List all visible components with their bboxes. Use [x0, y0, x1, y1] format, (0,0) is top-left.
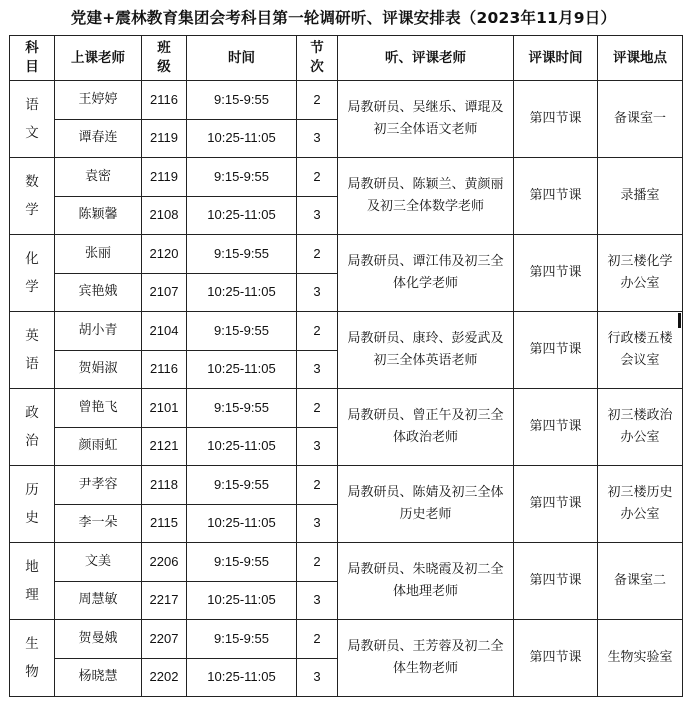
subject-char: 治	[25, 433, 39, 449]
subject-char: 地	[25, 559, 39, 575]
teacher-cell: 曾艳飞	[55, 389, 142, 428]
table-row	[10, 466, 683, 505]
listeners-cell: 局教研员、朱晓霞及初二全体地理老师	[338, 543, 514, 620]
eval-time-cell: 第四节课	[514, 158, 598, 235]
subject-char: 数	[25, 174, 39, 190]
period-cell: 2	[297, 81, 338, 120]
subject-cell	[10, 389, 55, 466]
table-row	[10, 81, 683, 120]
time-cell: 9:15-9:55	[187, 81, 297, 120]
subject-char: 学	[25, 279, 39, 295]
header-eval-place: 评课地点	[598, 36, 683, 81]
header-row	[10, 36, 683, 81]
subject-char: 政	[25, 405, 39, 421]
period-cell: 3	[297, 427, 338, 466]
teacher-cell: 胡小青	[55, 312, 142, 351]
teacher-cell: 谭春连	[55, 119, 142, 158]
table-body	[10, 81, 683, 697]
time-cell: 10:25-11:05	[187, 350, 297, 389]
header-period: 节 次	[297, 36, 338, 81]
teacher-cell: 袁密	[55, 158, 142, 197]
class-cell: 2121	[142, 427, 187, 466]
class-cell: 2120	[142, 235, 187, 274]
eval-place-cell: 初三楼化学办公室	[598, 235, 683, 312]
subject-char: 语	[25, 97, 39, 113]
period-cell: 3	[297, 196, 338, 235]
subject-char: 史	[25, 510, 39, 526]
time-cell: 9:15-9:55	[187, 389, 297, 428]
class-cell: 2206	[142, 543, 187, 582]
subject-cell	[10, 620, 55, 697]
time-cell: 10:25-11:05	[187, 504, 297, 543]
eval-time-cell: 第四节课	[514, 389, 598, 466]
listeners-cell: 局教研员、吴继乐、谭琨及初三全体语文老师	[338, 81, 514, 158]
eval-place-cell: 备课室一	[598, 81, 683, 158]
class-cell: 2116	[142, 81, 187, 120]
class-cell: 2119	[142, 158, 187, 197]
subject-cell	[10, 235, 55, 312]
class-cell: 2202	[142, 658, 187, 697]
time-cell: 10:25-11:05	[187, 119, 297, 158]
period-cell: 2	[297, 543, 338, 582]
header-teacher: 上课老师	[55, 36, 142, 81]
time-cell: 9:15-9:55	[187, 620, 297, 659]
listeners-cell: 局教研员、陈婧及初三全体历史老师	[338, 466, 514, 543]
teacher-cell: 李一朵	[55, 504, 142, 543]
period-cell: 3	[297, 273, 338, 312]
teacher-cell: 贺曼娥	[55, 620, 142, 659]
table-row	[10, 235, 683, 274]
period-cell: 2	[297, 235, 338, 274]
time-cell: 10:25-11:05	[187, 658, 297, 697]
period-cell: 3	[297, 658, 338, 697]
table-row	[10, 543, 683, 582]
teacher-cell: 周慧敏	[55, 581, 142, 620]
period-cell: 2	[297, 466, 338, 505]
subject-cell	[10, 158, 55, 235]
time-cell: 10:25-11:05	[187, 427, 297, 466]
class-cell: 2217	[142, 581, 187, 620]
eval-time-cell: 第四节课	[514, 312, 598, 389]
subject-char: 化	[25, 251, 39, 267]
teacher-cell: 杨晓慧	[55, 658, 142, 697]
subject-cell	[10, 312, 55, 389]
subject-char: 物	[25, 664, 39, 680]
eval-place-cell: 录播室	[598, 158, 683, 235]
time-cell: 10:25-11:05	[187, 196, 297, 235]
eval-time-cell: 第四节课	[514, 620, 598, 697]
eval-place-cell: 生物实验室	[598, 620, 683, 697]
period-cell: 2	[297, 312, 338, 351]
period-cell: 3	[297, 350, 338, 389]
teacher-cell: 颜雨虹	[55, 427, 142, 466]
period-cell: 2	[297, 389, 338, 428]
subject-cell	[10, 466, 55, 543]
listeners-cell: 局教研员、王芳蓉及初二全体生物老师	[338, 620, 514, 697]
listeners-cell: 局教研员、陈颖兰、黄颜丽及初三全体数学老师	[338, 158, 514, 235]
time-cell: 9:15-9:55	[187, 543, 297, 582]
teacher-cell: 贺娟淑	[55, 350, 142, 389]
page-title: 党建+震林教育集团会考科目第一轮调研听、评课安排表（2023年11月9日）	[70, 9, 617, 27]
period-cell: 3	[297, 119, 338, 158]
period-cell: 3	[297, 581, 338, 620]
class-cell: 2101	[142, 389, 187, 428]
teacher-cell: 张丽	[55, 235, 142, 274]
period-cell: 2	[297, 158, 338, 197]
time-cell: 10:25-11:05	[187, 273, 297, 312]
teacher-cell: 宾艳娥	[55, 273, 142, 312]
eval-place-cell: 初三楼历史办公室	[598, 466, 683, 543]
header-subject: 科 目	[10, 36, 55, 81]
table-row	[10, 389, 683, 428]
time-cell: 9:15-9:55	[187, 235, 297, 274]
subject-char: 历	[25, 482, 39, 498]
listeners-cell: 局教研员、谭江伟及初三全体化学老师	[338, 235, 514, 312]
subject-char: 生	[25, 636, 39, 652]
header-eval-time: 评课时间	[514, 36, 598, 81]
class-cell: 2108	[142, 196, 187, 235]
subject-char: 理	[25, 587, 39, 603]
eval-place-cell: 备课室二	[598, 543, 683, 620]
period-cell: 3	[297, 504, 338, 543]
eval-time-cell: 第四节课	[514, 543, 598, 620]
time-cell: 9:15-9:55	[187, 158, 297, 197]
eval-time-cell: 第四节课	[514, 81, 598, 158]
subject-char: 语	[25, 356, 39, 372]
time-cell: 9:15-9:55	[187, 312, 297, 351]
teacher-cell: 尹孝容	[55, 466, 142, 505]
edge-marker	[678, 313, 681, 328]
period-cell: 2	[297, 620, 338, 659]
table-row	[10, 620, 683, 659]
subject-char: 学	[25, 202, 39, 218]
class-cell: 2207	[142, 620, 187, 659]
eval-time-cell: 第四节课	[514, 466, 598, 543]
subject-cell	[10, 81, 55, 158]
teacher-cell: 陈颖馨	[55, 196, 142, 235]
class-cell: 2115	[142, 504, 187, 543]
class-cell: 2119	[142, 119, 187, 158]
listeners-cell: 局教研员、康玲、彭爱武及初三全体英语老师	[338, 312, 514, 389]
time-cell: 10:25-11:05	[187, 581, 297, 620]
time-cell: 9:15-9:55	[187, 466, 297, 505]
subject-char: 英	[25, 328, 39, 344]
eval-place-cell: 行政楼五楼会议室	[598, 312, 683, 389]
schedule-table	[9, 35, 683, 697]
eval-time-cell: 第四节课	[514, 235, 598, 312]
subject-cell	[10, 543, 55, 620]
class-cell: 2116	[142, 350, 187, 389]
table-row	[10, 158, 683, 197]
class-cell: 2107	[142, 273, 187, 312]
header-time: 时间	[187, 36, 297, 81]
listeners-cell: 局教研员、曾正午及初三全体政治老师	[338, 389, 514, 466]
class-cell: 2118	[142, 466, 187, 505]
class-cell: 2104	[142, 312, 187, 351]
eval-place-cell: 初三楼政治办公室	[598, 389, 683, 466]
subject-char: 文	[25, 125, 39, 141]
teacher-cell: 文美	[55, 543, 142, 582]
header-listeners: 听、评课老师	[338, 36, 514, 81]
teacher-cell: 王婷婷	[55, 81, 142, 120]
header-class: 班 级	[142, 36, 187, 81]
table-row	[10, 312, 683, 351]
